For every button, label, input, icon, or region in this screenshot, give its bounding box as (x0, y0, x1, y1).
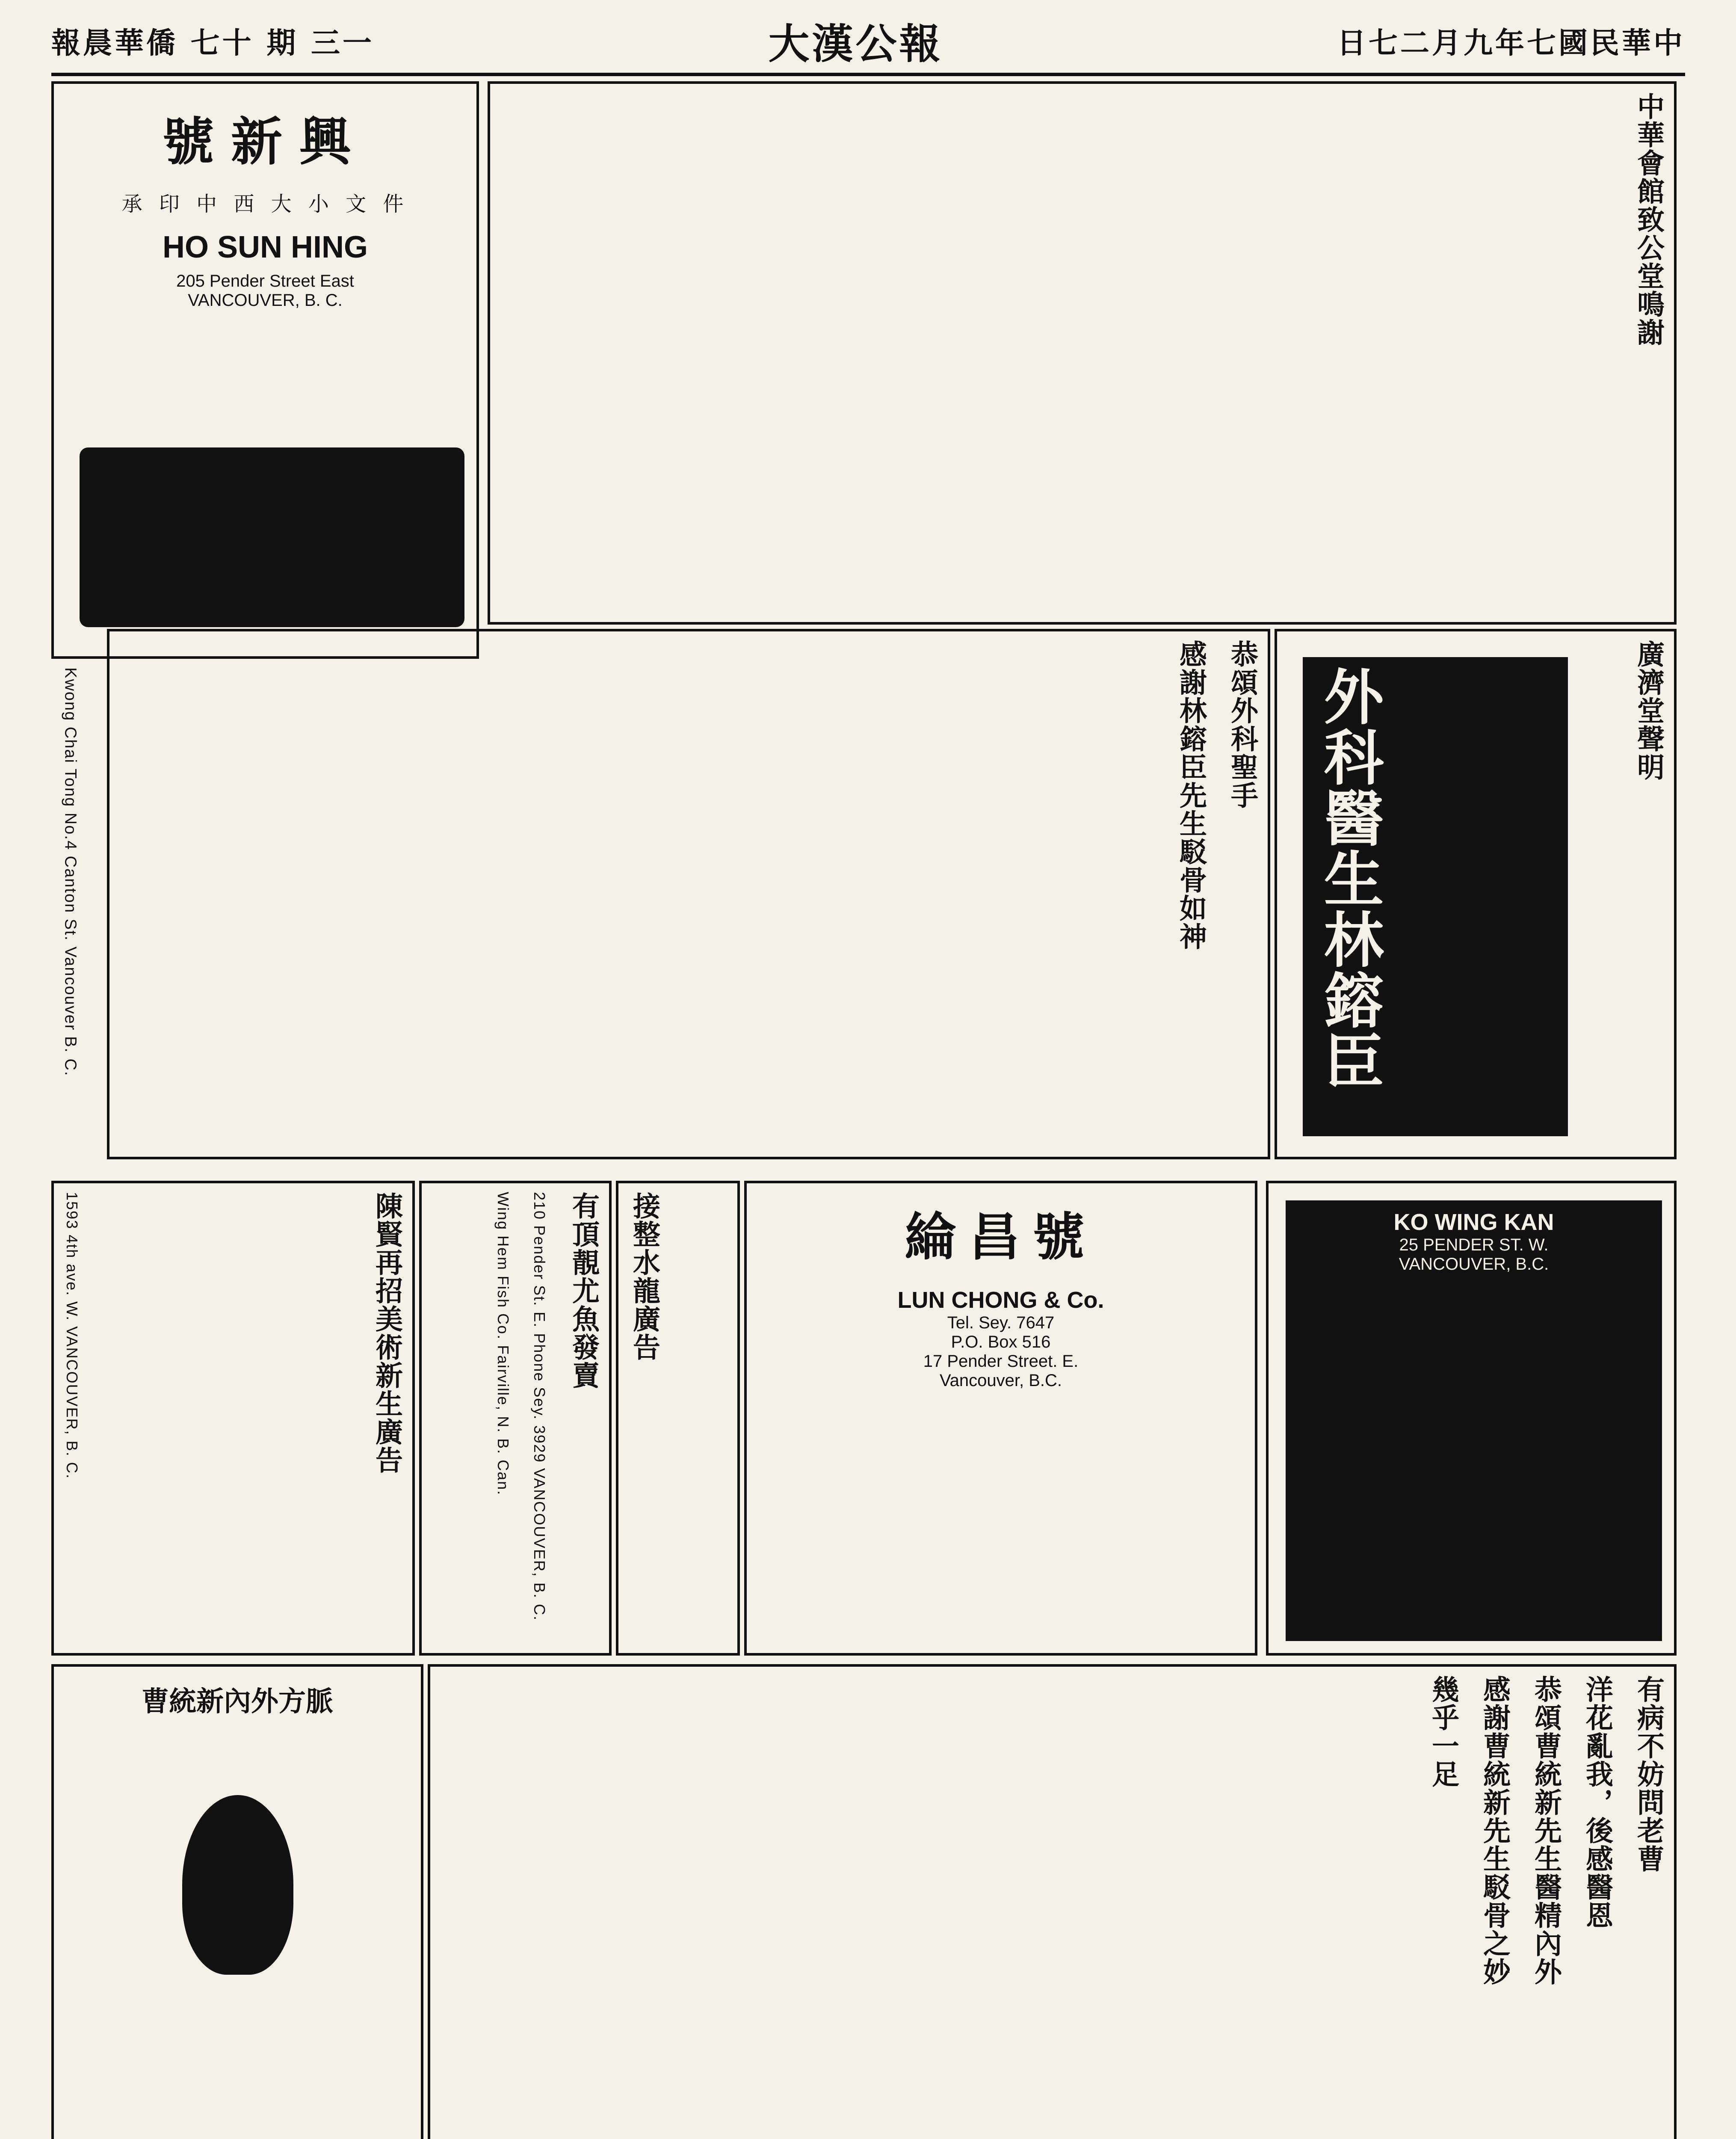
headline-praise-tso: 恭頌曹統新先生醫精內外 (1530, 1675, 1562, 1986)
portrait-icon (182, 1795, 293, 1975)
lun-chong-name-en: LUN CHONG & Co. (897, 1287, 1104, 1313)
lun-chong-address2: Vancouver, B.C. (939, 1371, 1062, 1390)
art-school-ad (51, 1181, 415, 1656)
wing-hem-fish: Wing Hem Fish Co. Fairville, N. B. Can. (494, 1192, 512, 1496)
ho-sun-hing-name-cn: 號新興 (163, 112, 368, 172)
ho-sun-hing-services: 承 印 中 西 大 小 文 件 (121, 192, 409, 216)
ho-sun-hing-address2: VANCOUVER, B. C. (188, 291, 343, 310)
kwong-chai-tong-strip (51, 659, 98, 1172)
lun-chong-address1: 17 Pender Street. E. (923, 1352, 1079, 1371)
headline-chinatown: 中華會館致公堂鳴謝 (1632, 92, 1665, 347)
ho-sun-hing-address1: 205 Pender Street East (176, 272, 354, 290)
ko-wing-kan-address2: VANCOUVER, B.C. (1399, 1255, 1549, 1274)
pender-phone-line: 210 Pender St. E. Phone Sey. 3929 VANCOUVER, B. C. (531, 1192, 548, 1621)
art-school-address: 1593 4th ave. W. VANCOUVER, B. C. (63, 1192, 81, 1479)
ko-wing-kan-address1: 25 PENDER ST. W. (1399, 1235, 1549, 1254)
squid-ad (419, 1181, 612, 1656)
doctor-lam-nameplate (1303, 657, 1568, 1136)
headline-thanks-lam: 感謝林鎔臣先生駁骨如神 (1175, 640, 1207, 951)
lun-chong-tel: Tel. Sey. 7647 (947, 1313, 1055, 1332)
headline-squid: 有頂靚尤魚發賣 (568, 1192, 600, 1389)
doctor-lam-ad (1275, 629, 1677, 1159)
masthead-date: 日七二月九年七國民華中 (1337, 26, 1685, 60)
ho-sun-hing-ad (51, 81, 479, 659)
masthead (51, 9, 1685, 76)
water-pump-ad (616, 1181, 740, 1656)
headline-water: 接整水龍廣告 (628, 1192, 660, 1361)
headline-art: 陳賢再招美術新生廣告 (371, 1192, 403, 1474)
ko-wing-kan-ad (1266, 1181, 1677, 1656)
kwong-chai-tong-address: Kwong Chai Tong No.4 Canton St. Vancouver B. C. (61, 667, 80, 1077)
ho-sun-hing-name-en: HO SUN HING (162, 230, 368, 264)
bottom-testimonials (428, 1664, 1677, 2139)
headline-thanks-tso: 感謝曹統新先生駁骨之妙 (1479, 1675, 1511, 1986)
ko-wing-kan-name: KO WING KAN (1393, 1209, 1554, 1235)
ko-wing-kan-box (1286, 1200, 1662, 1641)
tso-tung-sun-ad (51, 1664, 423, 2139)
lun-chong-ad (744, 1181, 1257, 1656)
doctor-lam-title: 廣濟堂聲明 (1632, 640, 1665, 781)
lun-chong-po: P.O. Box 516 (951, 1333, 1051, 1351)
acknowledgement-notice (488, 81, 1677, 625)
masthead-left: 報晨華僑 七十 期 三一 (51, 26, 375, 60)
stamp-icon (80, 447, 464, 627)
headline-flower: 洋花亂我，後感醫恩 (1581, 1675, 1613, 1929)
headline-ask-tso: 有病不妨問老曹 (1632, 1675, 1665, 1873)
headline-foot: 幾乎一足 (1427, 1675, 1459, 1788)
headline-praise: 恭頌外科聖手 (1226, 640, 1258, 809)
masthead-title: 大漢公報 (768, 19, 943, 68)
doctor-lam-name: 外科醫生林鎔臣 (1314, 666, 1384, 1091)
headline-tso-practice: 曹統新內外方脈 (142, 1686, 333, 1718)
testimonials-middle (107, 629, 1270, 1159)
lun-chong-name-cn: 綸昌號 (905, 1207, 1097, 1267)
